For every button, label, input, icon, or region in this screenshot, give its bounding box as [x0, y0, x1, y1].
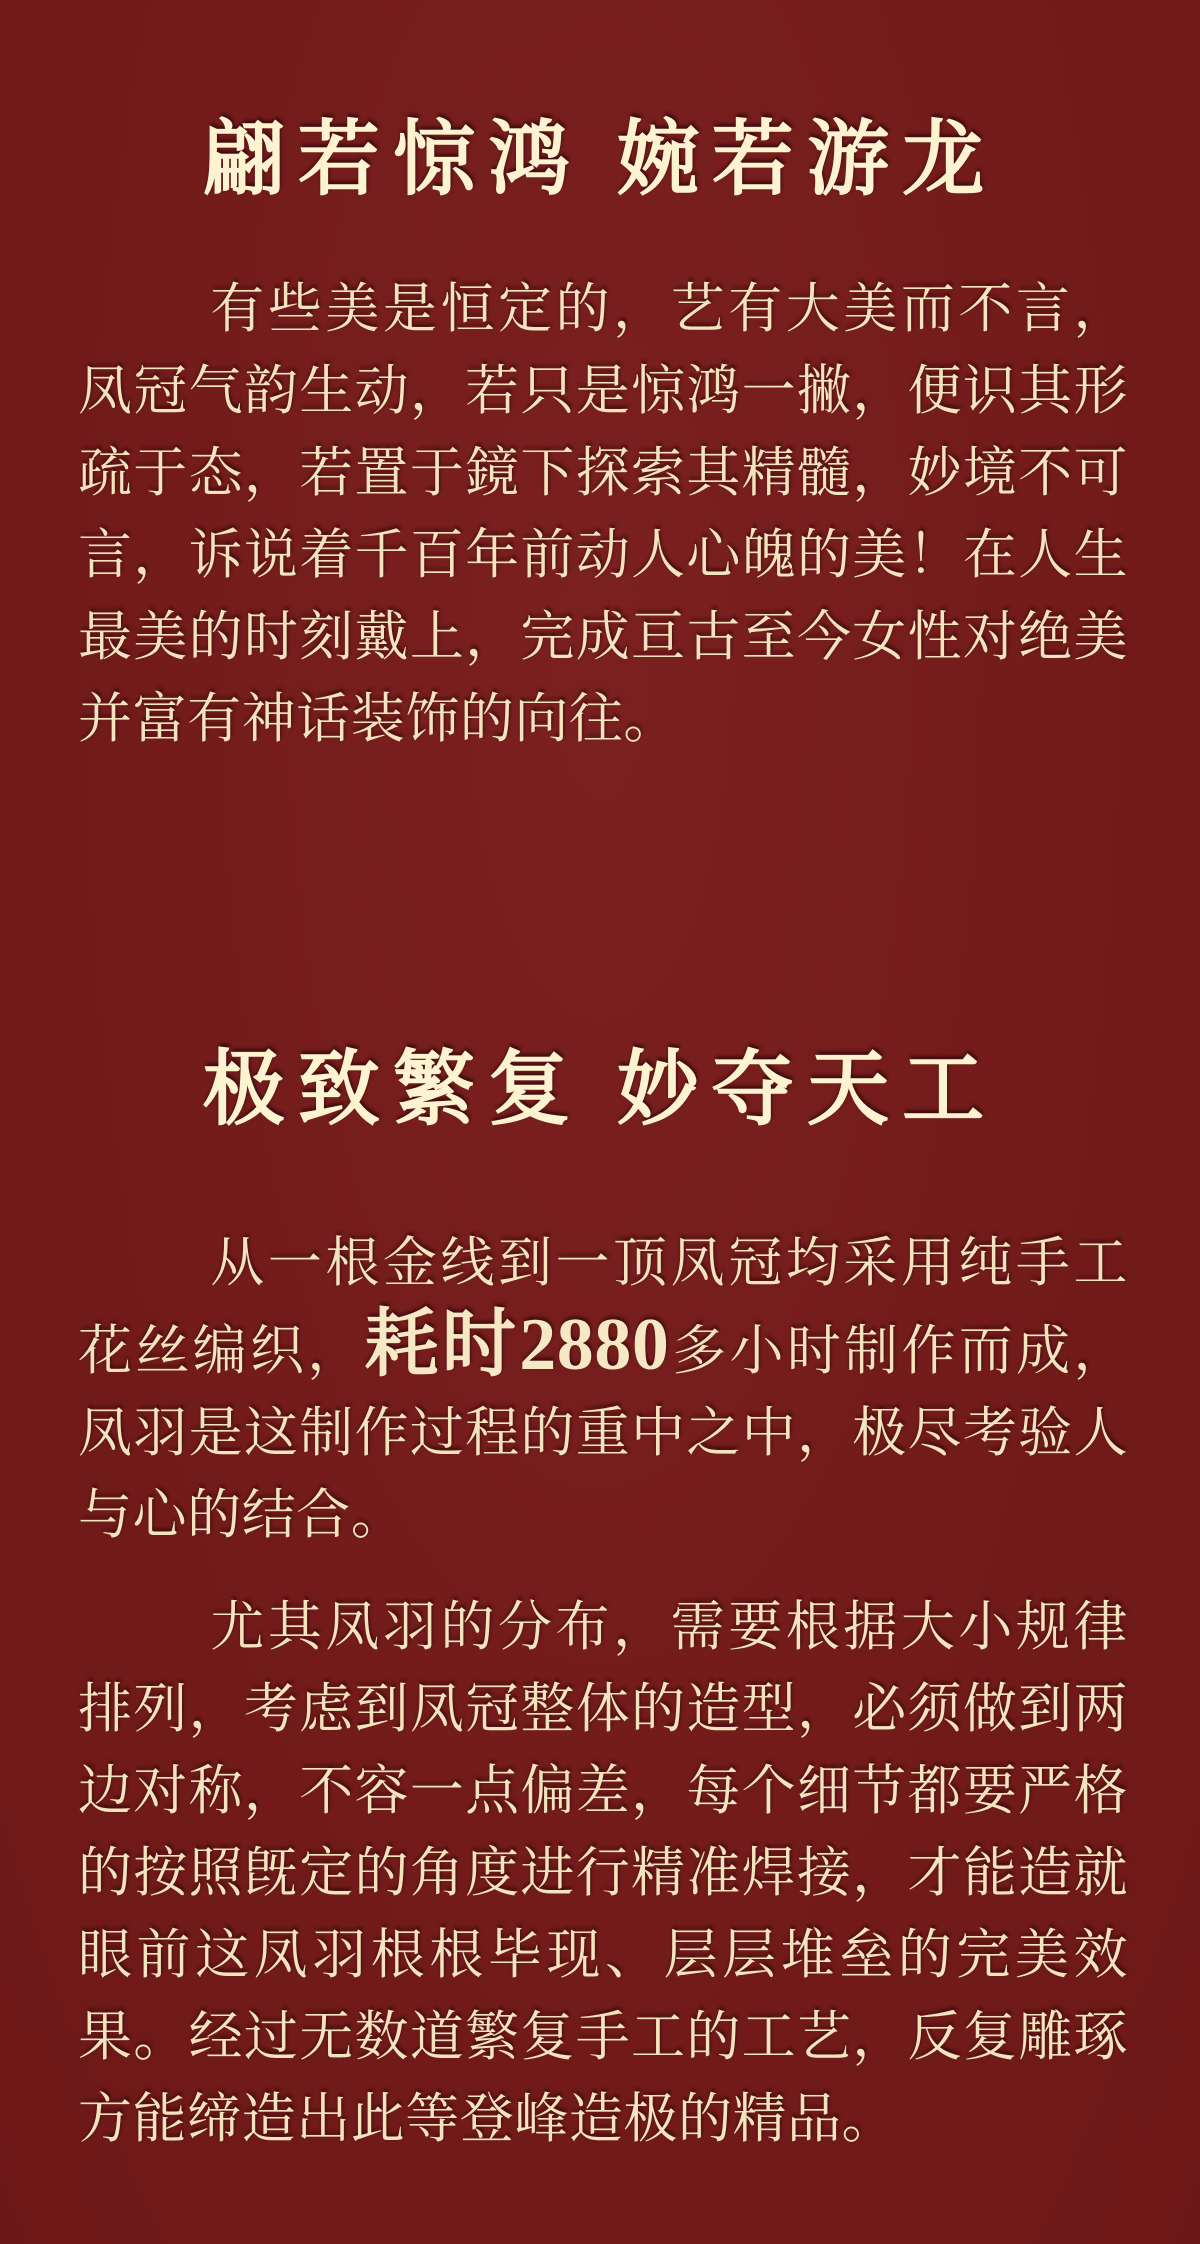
craft-intro-paragraph	[78, 1222, 1128, 1556]
craft-intro-text-before: 从一根金线到一顶凤冠均采用纯手工花丝编织，	[78, 1233, 1128, 1381]
aesthetic-paragraph: 有些美是恒定的，艺有大美而不言，凤冠气韵生动，若只是惊鸿一撇，便识其形疏于态，若置于鏡下探索其精髓，妙境不可言，诉说着千百年前动人心魄的美！在人生最美的时刻戴上，完成亘古至今女性对绝美并富有神话装饰的向往。	[78, 279, 1128, 749]
craft-detail-paragraph: 尤其凤羽的分布，需要根据大小规律排列，考虑到凤冠整体的造型，必须做到两边对称，不容一点偏差，每个细节都要严格的按照旣定的角度进行精准焊接，才能造就眼前这凤羽根根毕现、层层堆垒的完美效果。经过无数道繁复手工的工艺，反复雕琢方能缔造出此等登峰造极的精品。	[78, 1597, 1128, 2149]
section-title-craftsmanship: 极致繁复 妙夺天工	[202, 1044, 998, 1135]
section-title-aesthetic: 翩若惊鸿 婉若游龙	[202, 114, 998, 205]
craft-intro-text-after: 多小时制作而成，凤羽是这制作过程的重中之中，极尽考验人与心的结合。	[78, 1321, 1128, 1545]
craft-hours-highlight: 耗时2880	[364, 1304, 670, 1386]
